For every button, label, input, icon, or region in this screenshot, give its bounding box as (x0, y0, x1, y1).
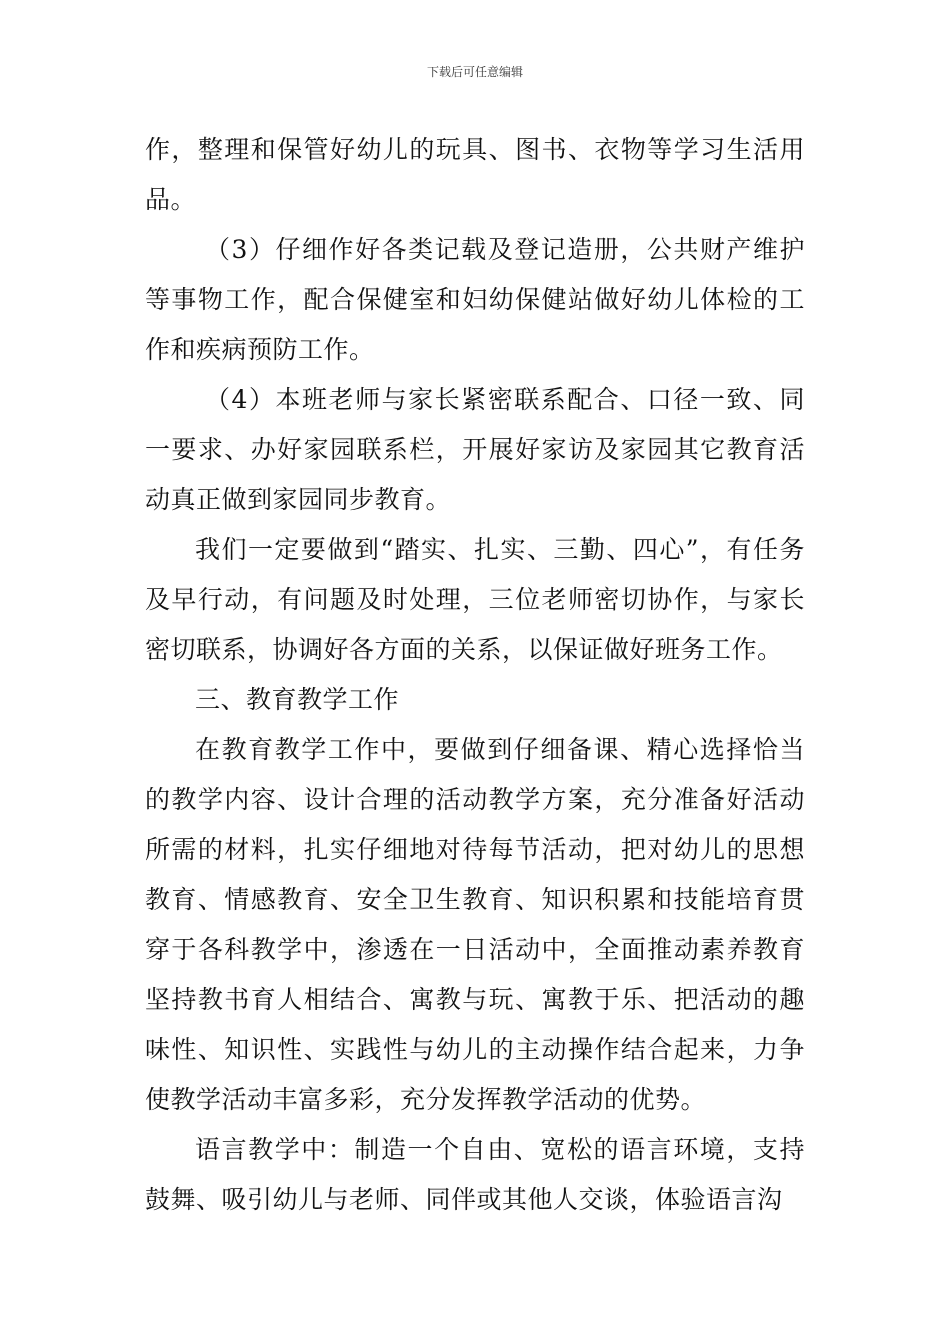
paragraph-teaching: 在教育教学工作中，要做到仔细备课、精心选择恰当的教学内容、设计合理的活动教学方案，充分准备好活动所需的材料，扎实仔细地对待每节活动，把对幼儿的思想教育、情感教育、安全卫生教育、知识积累和技能培育贯穿于各科教学中，渗透在一日活动中，全面推动素养教育坚持教书育人相结合、寓教与玩、寓教于乐、把活动的趣味性、知识性、实践性与幼儿的主动操作结合起来，力争使教学活动丰富多彩，充分发挥教学活动的优势。 (145, 735, 805, 1114)
paragraph-item-4: （4）本班老师与家长紧密联系配合、口径一致、同一要求、办好家园联系栏，开展好家访及家园其它教育活动真正做到家园同步教育。 (145, 385, 805, 514)
paragraph-language-teaching: 语言教学中：制造一个自由、宽松的语言环境，支持鼓舞、吸引幼儿与老师、同伴或其他人交谈，体验语言沟 (145, 1135, 805, 1214)
document-body (145, 125, 805, 1225)
paragraph-item-3: （3）仔细作好各类记载及登记造册，公共财产维护等事物工作，配合保健室和妇幼保健站做好幼儿体检的工作和疾病预防工作。 (145, 235, 805, 364)
paragraph-commitment: 我们一定要做到“踏实、扎实、三勤、四心”，有任务及早行动，有问题及时处理，三位老师密切协作，与家长密切联系，协调好各方面的关系，以保证做好班务工作。 (145, 535, 805, 664)
section-heading: 三、教育教学工作 (195, 685, 400, 714)
page-header-note: 下载后可任意编辑 (426, 65, 523, 79)
paragraph-continuation: 作，整理和保管好幼儿的玩具、图书、衣物等学习生活用品。 (145, 135, 805, 214)
